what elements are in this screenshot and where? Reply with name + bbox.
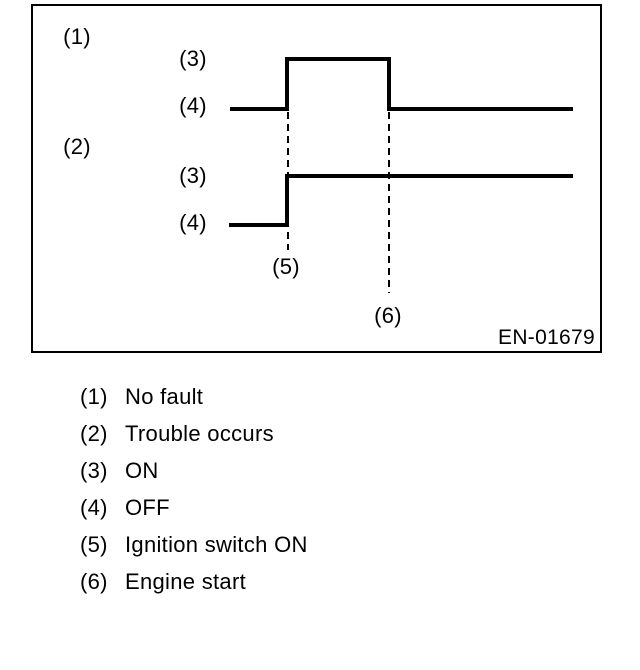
group-label-no-fault: (1) <box>63 24 91 49</box>
legend-item-ignition-switch-on <box>80 526 500 563</box>
legend-item-engine-start <box>80 563 500 600</box>
sig2-on-label: (3) <box>179 163 207 188</box>
legend-item-trouble-occurs <box>80 415 500 452</box>
legend-label: ON <box>125 457 159 483</box>
legend-label: OFF <box>125 494 170 520</box>
figure-legend <box>80 378 500 600</box>
ignition-on-event-label: (5) <box>272 254 300 279</box>
group-label-trouble: (2) <box>63 134 91 159</box>
trouble-waveform <box>229 176 573 225</box>
legend-label: Trouble occurs <box>125 420 274 446</box>
sig2-off-label: (4) <box>179 210 207 235</box>
legend-label: No fault <box>125 383 204 409</box>
legend-item-on <box>80 452 500 489</box>
legend-item-off <box>80 489 500 526</box>
figure-reference-code: EN-01679 <box>498 326 595 349</box>
legend-num: (2) <box>80 420 108 446</box>
legend-num: (1) <box>80 383 108 409</box>
sig1-off-label: (4) <box>179 93 207 118</box>
legend-num: (6) <box>80 568 108 594</box>
sig1-on-label: (3) <box>179 46 207 71</box>
legend-num: (3) <box>80 457 108 483</box>
engine-start-event-label: (6) <box>374 303 402 328</box>
legend-num: (4) <box>80 494 108 520</box>
legend-label: Ignition switch ON <box>125 531 308 557</box>
legend-item-no-fault <box>80 378 500 415</box>
legend-label: Engine start <box>125 568 247 594</box>
no-fault-waveform <box>230 59 573 109</box>
legend-num: (5) <box>80 531 108 557</box>
